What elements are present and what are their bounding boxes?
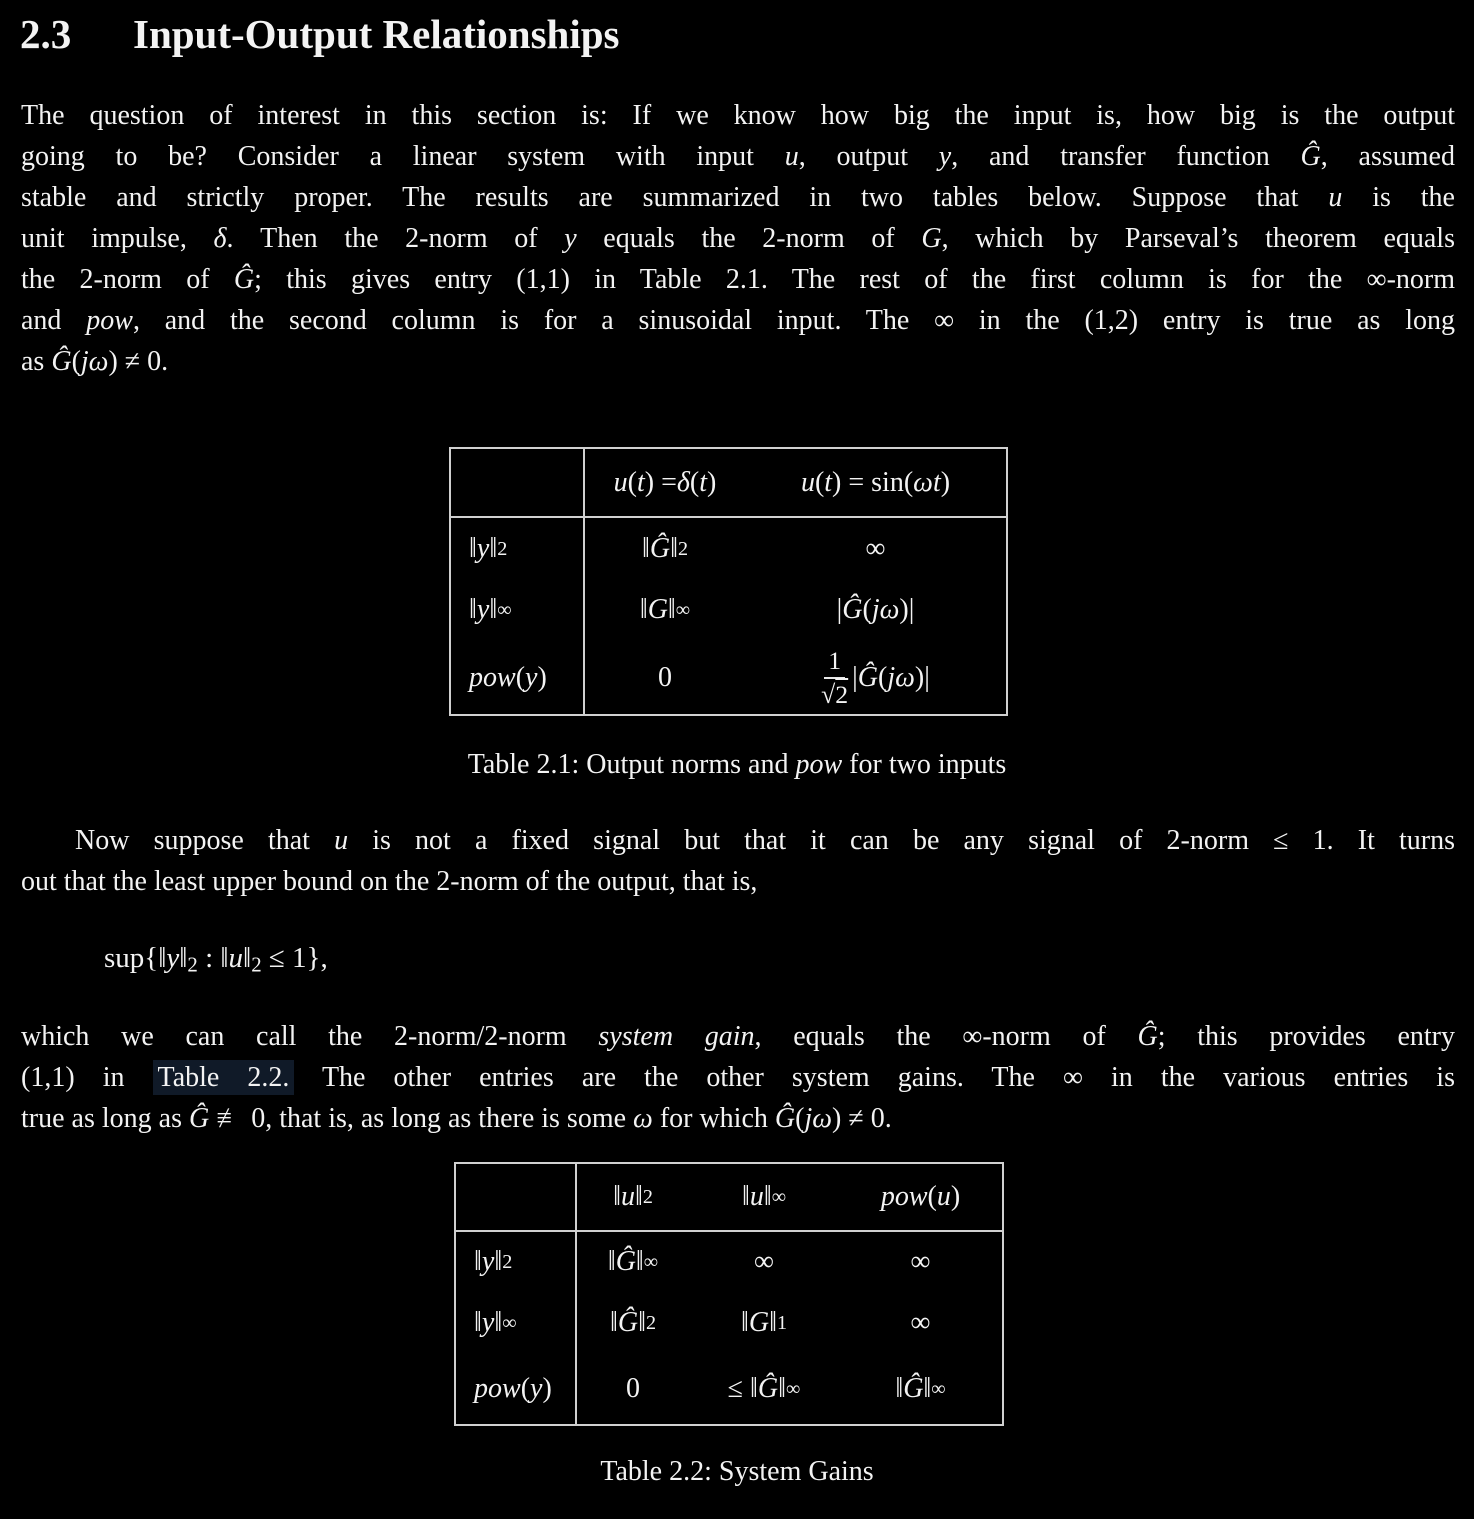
row-label-y-2norm: ‖ y ‖ 2: [456, 1232, 577, 1292]
text-line: going to be? Consider a linear system with input u, output y, and transfer function Ĝ, assumed: [21, 141, 1455, 172]
table-2-1-caption: Table 2.1: Output norms and pow for two inputs: [467, 749, 1007, 780]
text-line: The question of interest in this section is: If we know how big the input is, how big is the output: [21, 100, 1455, 131]
text-line: [21, 1057, 1455, 1098]
table-2-2-link[interactable]: Table 2.2.: [153, 1060, 295, 1095]
table-2-2-caption: Table 2.2: System Gains: [600, 1456, 874, 1487]
text-line: stable and strictly proper. The results are summarized in two tables below. Suppose that u is the: [21, 182, 1455, 213]
row-label-y-infnorm: ‖ y ‖ ∞: [451, 579, 585, 641]
table-cell: ‖ Ĝ ‖ 2: [641, 532, 689, 564]
row-label-pow-y: pow ( y ): [456, 1354, 577, 1424]
section-number: 2.3: [20, 11, 72, 57]
table-cell: ‖ G ‖ 1: [740, 1307, 788, 1338]
text-line: and pow, and the second column is for a sinusoidal input. The ∞ in the (1,2) entry is true as long: [21, 305, 1455, 336]
column-header-u-infnorm: ‖ u ‖ ∞: [689, 1164, 839, 1232]
column-header-pow-u: pow ( u ): [839, 1164, 1002, 1232]
paragraph-intro: [21, 95, 1455, 382]
text-line: which we can call the 2-norm/2-norm system gain, equals the ∞-norm of Ĝ; this provides entry: [21, 1021, 1456, 1052]
table-cell: ≤ ‖ Ĝ ‖ ∞: [727, 1373, 801, 1404]
table-cell: 0: [626, 1373, 640, 1404]
table-corner-cell: [456, 1164, 577, 1232]
column-header-impulse-input: u ( t ) = δ ( t ): [585, 449, 745, 518]
text-fragment: (1,1) in: [21, 1062, 153, 1093]
table-cell: ∞: [910, 1307, 931, 1338]
text-line: unit impulse, δ. Then the 2-norm of y equals the 2-norm of G, which by Parseval’s theorem equals: [21, 223, 1455, 254]
column-header-sine-input: u ( t ) = sin( ωt ): [745, 449, 1006, 518]
text-line: Now suppose that u is not a fixed signal but that it can be any signal of 2-norm ≤ 1. It turns: [75, 825, 1456, 856]
text-fragment: The other entries are the other system gains. The ∞ in the various entries is: [294, 1062, 1455, 1093]
paragraph-middle: [21, 820, 1455, 902]
table-cell: ‖ Ĝ ‖ ∞: [607, 1246, 659, 1277]
row-label-y-infnorm: ‖ y ‖ ∞: [456, 1292, 577, 1354]
text-line: as Ĝ(jω) ≠ 0.: [21, 346, 169, 377]
display-formula-sup-norm: $sup\{‖y‖_2$ : $‖u‖_2 \le 1$},: [104, 942, 328, 977]
table-cell: ∞: [754, 1246, 774, 1277]
section-title: Input-Output Relationships: [133, 11, 620, 57]
column-header-u-2norm: ‖ u ‖ 2: [577, 1164, 689, 1232]
table-corner-cell: [451, 449, 585, 518]
section-heading: [20, 10, 619, 58]
table-cell: ‖ G ‖ ∞: [639, 594, 691, 625]
table-cell: ∞: [865, 532, 886, 564]
table-cell: | Ĝ ( jω )|: [836, 594, 915, 625]
text-line: true as long as Ĝ ≢ 0, that is, as long as there is some ω for which Ĝ(jω) ≠ 0.: [21, 1103, 892, 1134]
text-line: out that the least upper bound on the 2-norm of the output, that is,: [21, 866, 758, 897]
paragraph-system-gain: [21, 1016, 1455, 1139]
table-cell: 0: [658, 661, 672, 693]
table-2-1: [449, 447, 1008, 716]
table-cell: ‖ Ĝ ‖ ∞: [895, 1373, 946, 1404]
table-2-2: [454, 1162, 1004, 1426]
table-cell: ‖ Ĝ ‖ 2: [609, 1307, 657, 1338]
table-cell: $\frac{1}{√2}$ | Ĝ ( jω )|: [821, 645, 930, 709]
row-label-y-2norm: ‖ y ‖ 2: [451, 518, 585, 579]
row-label-pow-y: pow ( y ): [451, 641, 585, 714]
table-cell: ∞: [910, 1246, 931, 1277]
text-line: the 2-norm of Ĝ; this gives entry (1,1) in Table 2.1. The rest of the first column is for the ∞-norm: [21, 264, 1455, 295]
